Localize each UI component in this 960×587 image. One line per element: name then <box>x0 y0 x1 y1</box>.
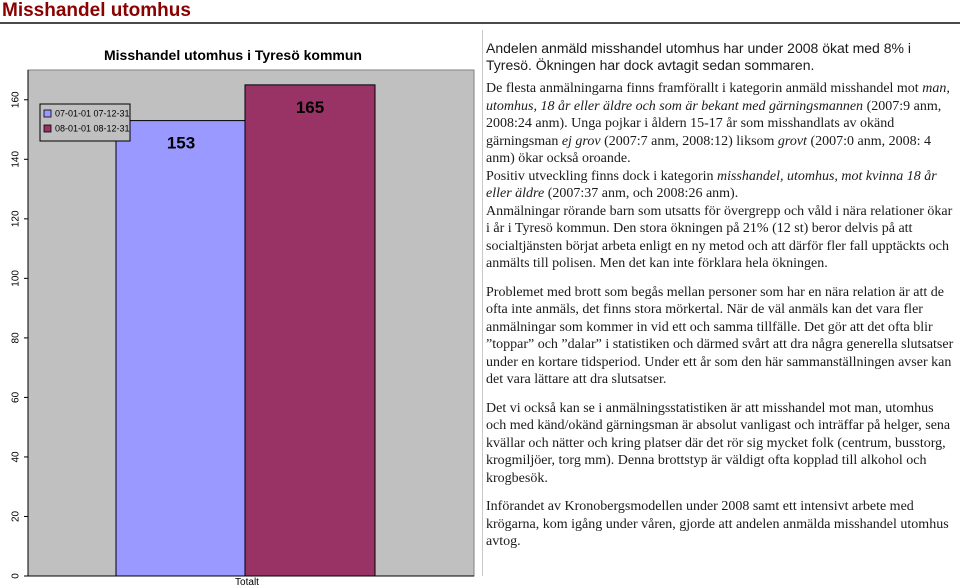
column-divider <box>482 30 483 576</box>
x-category-label: Totalt <box>235 577 259 587</box>
bar-2 <box>245 85 375 576</box>
text-run-italic: man, utomhus, 18 år eller äldre och som är bekant med gärningsmannen <box>486 81 950 114</box>
y-tick-label: 140 <box>10 150 22 168</box>
text-run-italic: misshandel, utomhus, mot kvinna 18 år eller äldre <box>486 168 937 201</box>
paragraph-kronoberg: Införandet av Kronobergsmodellen under 2008 samt ett intensivt arbete med krögarna, kom igång under våren, gjorde att andelen anmälda misshandel utomhus avtog. <box>486 499 949 549</box>
y-axis-ticks <box>11 91 28 579</box>
intro-paragraph: Andelen anmäld misshandel utomhus har under 2008 ökat med 8% i Tyresö. Ökningen har dock avtagit sedan sommaren. <box>486 40 911 73</box>
bar-chart <box>0 28 480 587</box>
y-tick-label: 60 <box>10 391 22 403</box>
y-tick-label: 0 <box>10 573 22 579</box>
text-run: Positiv utveckling finns dock i kategorin <box>486 168 717 184</box>
y-tick-label: 40 <box>10 451 22 463</box>
paragraph-categories <box>486 80 956 168</box>
legend-label: 08-01-01 08-12-31 <box>55 123 130 134</box>
text-run: (2007:9 anm, 2008:24 anm). Unga pojkar i åldern 15-17 år som misshandlats av okänd gärningsman <box>486 98 942 149</box>
y-tick-label: 120 <box>10 210 22 228</box>
y-tick-label: 100 <box>10 270 22 287</box>
title-divider <box>0 22 960 24</box>
chart-title: Misshandel utomhus i Tyresö kommun <box>103 47 363 63</box>
text-run-italic: grovt <box>777 133 807 149</box>
text-run: (2007:7 anm, 2008:12) liksom <box>600 133 778 149</box>
paragraph-dark-figures: Problemet med brott som begås mellan personer som har en nära relation är att de ofta inte anmäls, det finns stora mörkertal. När de väl anmäls kan det vara fler anmälningar som kommer in vid ett och samma tillfälle. Det gör att det ofta blir ”toppar” och ”dalar” i statistiken och därmed svårt att dra några generella slutsatser under en kortare tidsperiod. Under ett år som den här sammanställningen avser kan det vara lättare att dra slutsatser. <box>486 284 954 387</box>
paragraph-common-cases: Det vi också kan se i anmälningsstatistiken är att misshandel mot man, utomhus och med känd/okänd gärningsman är absolut vanligast och inträffar på helger, sena kvällar och nätter och kring platser där det rör sig mycket folk (centrum, busstorg, krogmiljöer, torg mm). Denna brottstyp är väldigt ofta kopplad till alkohol och krogbesök. <box>486 400 951 486</box>
bar-data-label: 165 <box>295 97 325 117</box>
text-run: De flesta anmälningarna finns framförallt i kategorin anmäld misshandel mot <box>486 81 923 96</box>
y-tick-label: 20 <box>10 510 22 523</box>
paragraph-children: Anmälningar rörande barn som utsatts för övergrepp och våld i nära relationer ökar i år i Tyresö kommun. Den stora ökningen på 21% (12 st) beror delvis på att socialtjänsten börjat arbeta enligt en ny metod och att därför fler fall upptäckts och anmälts till polisen. Men det kan inte förklara hela ökningen. <box>486 203 953 271</box>
text-run-italic: ej grov <box>561 133 601 149</box>
paragraph-positive <box>486 168 956 203</box>
y-tick-label: 160 <box>10 91 22 109</box>
legend-swatch <box>44 125 51 132</box>
page-title: Misshandel utomhus <box>2 0 191 21</box>
y-tick-label: 80 <box>10 332 22 344</box>
bar-data-label: 153 <box>166 133 196 153</box>
chart-legend <box>40 104 130 141</box>
bar-1 <box>116 121 246 576</box>
commentary-text <box>486 40 956 551</box>
text-run: (2007:37 anm, och 2008:26 anm). <box>544 186 739 201</box>
legend-label: 07-01-01 07-12-31 <box>55 108 130 119</box>
legend-swatch <box>44 110 51 117</box>
bar-series <box>116 85 375 576</box>
text-run: (2007:0 anm, 2008: 4 anm) ökar också oroande. <box>486 133 931 166</box>
